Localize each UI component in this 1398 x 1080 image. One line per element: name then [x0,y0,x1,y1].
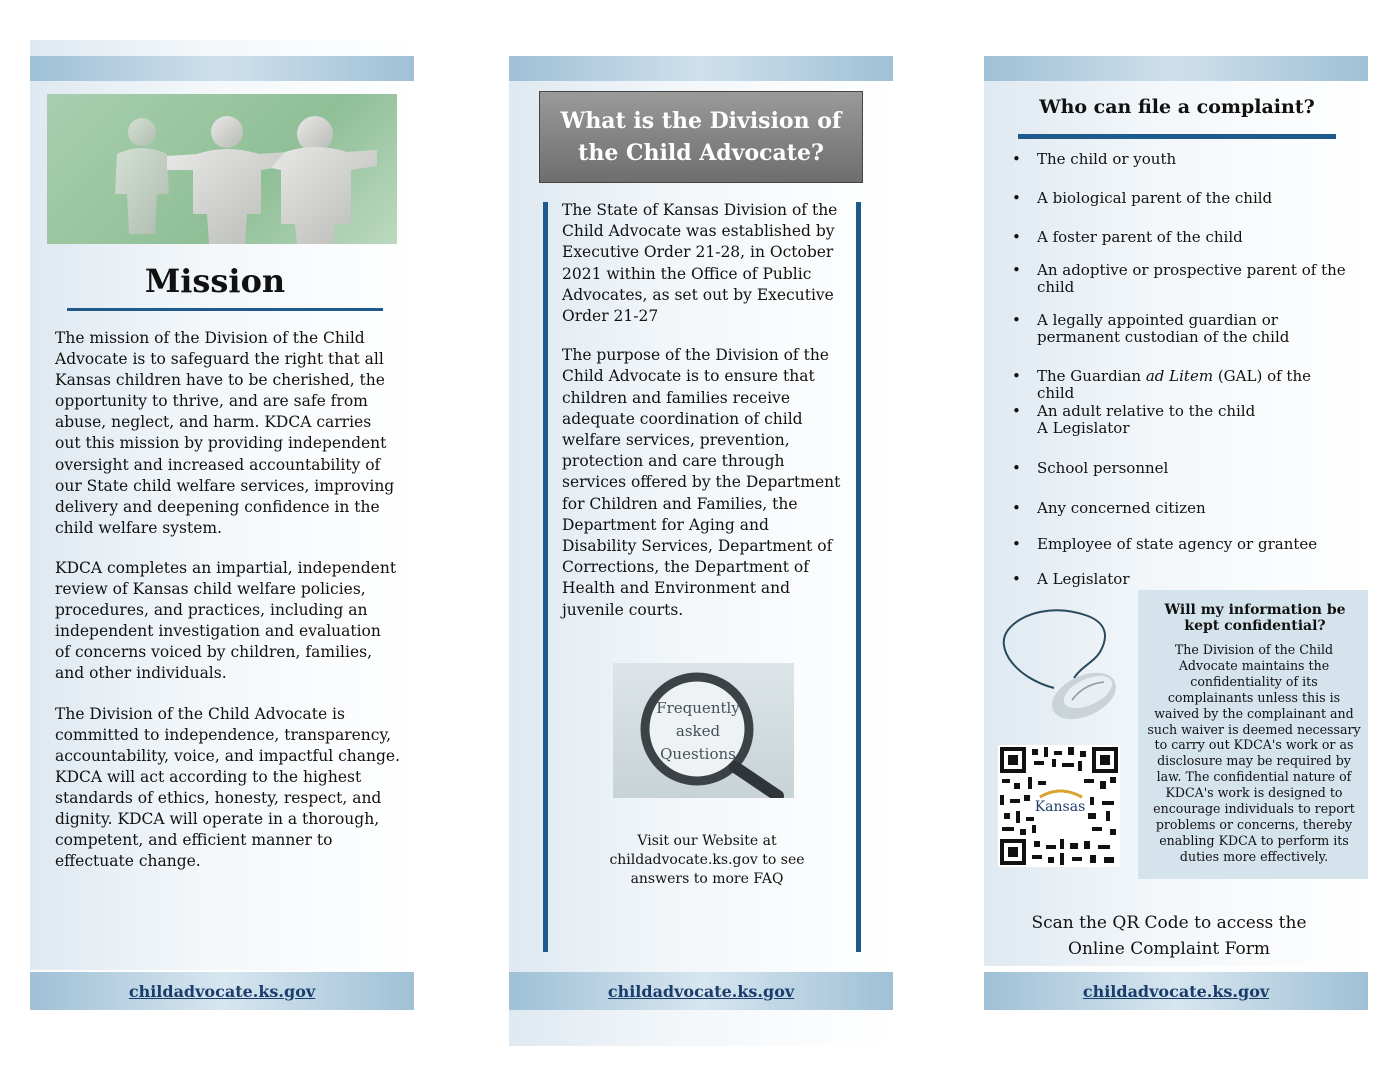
magnifying-glass-image [613,663,794,798]
mission-title: Mission [144,262,286,300]
gal-text: (GAL) of the child [1037,367,1311,402]
list-item [1012,403,1352,437]
top-band [984,56,1368,81]
list-item [1012,368,1352,402]
faq-line: asked [675,722,721,740]
top-band [30,56,414,81]
title-divider [67,308,383,311]
list-item: • A Legislator [1012,571,1352,588]
list-item: • School personnel [1012,460,1352,477]
gal-text: The Guardian [1037,367,1146,385]
computer-mouse-image [996,608,1126,728]
faq-line: Questions [660,745,736,763]
paper-family-image [47,94,397,244]
top-band [509,56,893,81]
list-item-text: A Legislator [1037,419,1130,437]
about-paragraph: The State of Kansas Division of the Child Advocate was established by Executive Order 21-28, in October 2021 within the Office of Public Advocates, as set out by Executive Order 21-27 [562,201,838,326]
about-heading-box [539,91,863,183]
qr-code-image [998,745,1120,867]
right-accent-bar [856,202,861,952]
mission-paragraph: The mission of the Division of the Child Advocate is to safeguard the right that all Kansas children have to be cherished, the opportunity to thrive, and are safe from abuse, neglect, and harm. KDCA carries out this mission by providing independent oversight and increased accountability of our State child welfare services, improving delivery and deepening confidence in the child welfare system. [55,329,395,537]
mission-paragraph: The Division of the Child Advocate is committed to independence, transparency, accountability, voice, and impactful change. KDCA will act according to the highest standards of ethics, honesty, respect, and dignity. KDCA will operate in a thorough, competent, and efficient manner to effectuate change. [55,704,401,871]
gal-item [1037,368,1352,402]
faq-text [653,697,743,766]
complaint-title: Who can file a complaint? [1039,96,1315,118]
footer-band [984,972,1368,1010]
about-body [562,200,847,639]
scan-line: Online Complaint Form [1068,939,1270,959]
visit-line: childadvocate.ks.gov to see [609,852,805,868]
list-item: • Employee of state agency or grantee [1012,536,1352,553]
qr-logo-text: Kansas [1034,799,1086,815]
list-item: • A biological parent of the child [1012,190,1352,207]
mission-body [55,328,400,891]
title-divider [1018,134,1336,139]
confidentiality-body: The Division of the Child Advocate maintains the confidentiality of its complainants unless this is waived by the complainant and such waiver is deemed necessary to carry out KDCA's work or as disclosure may be required by law. The confidential nature of KDCA's work is designed to encourage individuals to report problems or concerns, thereby enabling KDCA to perform its duties more effectively. [1147,642,1361,864]
about-heading-line: What is the Division of [560,108,842,134]
visit-website-note [600,832,814,889]
about-paragraph: The purpose of the Division of the Child Advocate is to ensure that children and families receive adequate coordination of child welfare services, prevention, protection and care through services offered by the Department for Children and Families, the Department for Aging and Disability Services, Department of Corrections, the Department of Health and Environment and juvenile courts. [562,346,841,619]
gal-italic: ad Litem [1145,367,1214,385]
list-item: • A legally appointed guardian or permanent custodian of the child [1012,312,1352,346]
confidentiality-box [1138,590,1368,879]
website-link[interactable]: childadvocate.ks.gov [607,981,795,1001]
website-link[interactable]: childadvocate.ks.gov [128,981,316,1001]
about-heading-line: the Child Advocate? [578,140,824,166]
list-item: • Any concerned citizen [1012,500,1352,517]
left-accent-bar [543,202,548,952]
list-item: • A foster parent of the child [1012,229,1352,246]
list-item: • The child or youth [1012,151,1352,168]
visit-line: Visit our Website at [637,833,777,849]
visit-line: answers to more FAQ [630,871,784,887]
scan-line: Scan the QR Code to access the [1031,913,1307,933]
mission-paragraph: KDCA completes an impartial, independent review of Kansas child welfare policies, procedures, and practices, including an independent investigation and evaluation of concerns voiced by children, families, and other individuals. [55,558,397,683]
faq-line: Frequently [656,699,740,717]
confidentiality-heading: Will my information be kept confidential? [1164,602,1346,634]
list-item-text: • An adult relative to the child [1037,402,1256,420]
footer-band [509,972,893,1010]
footer-band [30,972,414,1010]
list-item: • An adoptive or prospective parent of the child [1012,262,1352,296]
scan-qr-note [1010,910,1328,962]
website-link[interactable]: childadvocate.ks.gov [1082,981,1270,1001]
